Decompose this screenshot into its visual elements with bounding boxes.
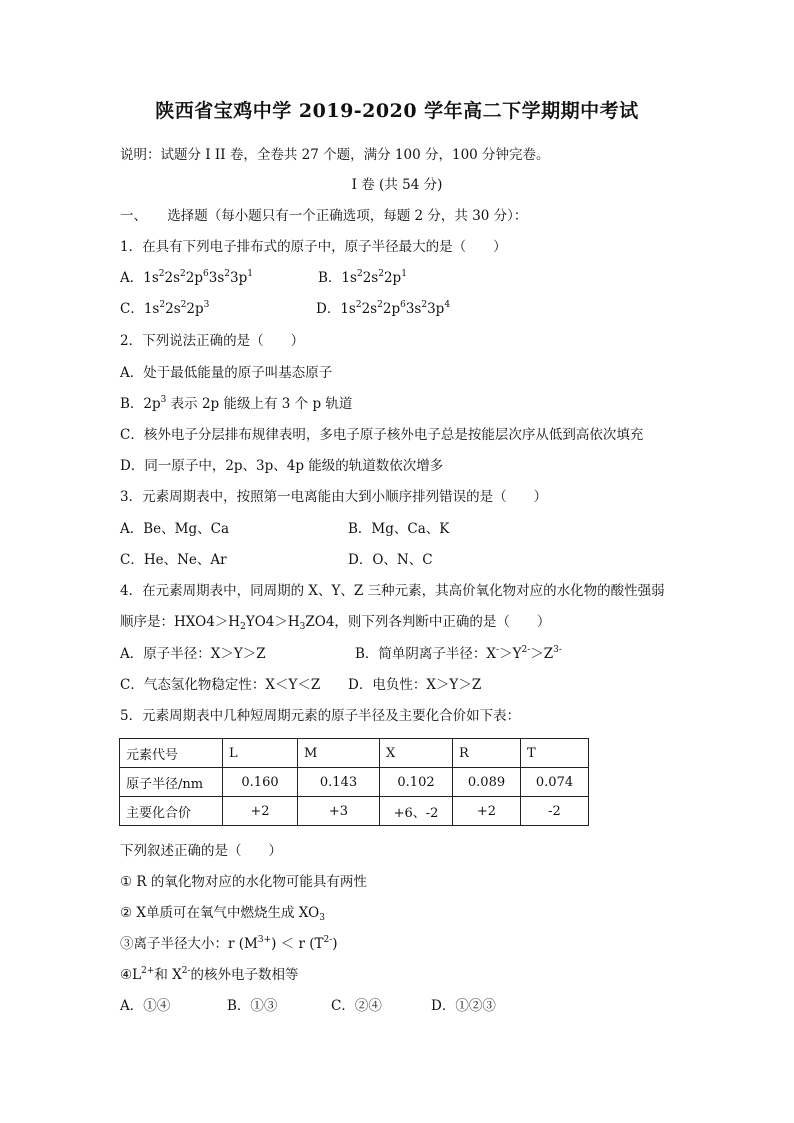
q2-option-b: B．$2p^3$ 表示 2p 能级上有 3 个 p 轨道 [120, 395, 353, 412]
q5-option-b: B．①③ [227, 998, 278, 1014]
q4-option-b: B．简单阴离子半径：$X^->Y^{2-}>Z^{3-}$ [355, 645, 562, 662]
q1-option-d: D．$1s^22s^22p^63s^23p^4$ [316, 300, 451, 317]
table-cell: 0.143 [298, 768, 380, 797]
q5-statement-4: $④L^{2+}$和 $X^{2-}$的核外电子数相等 [120, 966, 299, 983]
q3-stem: 3．元素周期表中，按照第一电离能由大到小顺序排列错误的是（ ） [120, 489, 548, 505]
q4-option-d: D．电负性：X＞Y＞Z [348, 677, 482, 693]
part-title: I 卷 (共 54 分) [351, 177, 443, 193]
q2-option-c: C．核外电子分层排布规律表明，多电子原子核外电子总是按能层次序从低到高依次填充 [120, 427, 644, 443]
q5-option-a: A．①④ [120, 998, 171, 1014]
table-cell: X [380, 739, 453, 768]
table-cell: L [223, 739, 298, 768]
q4-stem-line1: 4．在元素周期表中，同周期的 X、Y、Z 三种元素，其高价氧化物对应的水化物的酸性强弱 [120, 583, 665, 599]
table-cell: +6、-2 [380, 797, 453, 826]
table-cell: -2 [521, 797, 589, 826]
q2-option-a: A．处于最低能量的原子叫基态原子 [120, 365, 333, 381]
table-cell: 主要化合价 [120, 797, 223, 826]
table-cell: M [298, 739, 380, 768]
table-cell: +2 [453, 797, 521, 826]
q1-option-c: C．$1s^22s^22p^3$ [120, 300, 210, 317]
q5-statement-2: ② X单质可在氧气中燃烧生成 $XO_3$ [120, 905, 325, 923]
table-cell: 0.102 [380, 768, 453, 797]
table-cell: +2 [223, 797, 298, 826]
q5-stem: 5．元素周期表中几种短周期元素的原子半径及主要化合价如下表： [120, 708, 521, 724]
q1-option-b: B．$1s^22s^22p^1$ [318, 269, 407, 286]
q5-statement-3: ③离子半径大小：r $(M^{3+}) < r$ $(T^{2-})$ [120, 935, 338, 952]
q5-statement-1: ① R 的氧化物对应的水化物可能具有两性 [120, 874, 367, 890]
table-cell: +3 [298, 797, 380, 826]
table-row [120, 739, 589, 768]
q1-option-a: A．$1s^22s^22p^63s^23p^1$ [120, 269, 253, 286]
table-cell: 0.074 [521, 768, 589, 797]
q3-option-c: C．He、Ne、Ar [120, 552, 227, 568]
q1-stem: 1．在具有下列电子排布式的原子中，原子半径最大的是（ ） [120, 239, 507, 255]
q3-option-a: A．Be、Mg、Ca [120, 521, 230, 537]
q4-option-a: A．原子半径：X＞Y＞Z [120, 646, 266, 662]
q2-stem: 2．下列说法正确的是（ ） [120, 333, 305, 349]
table-cell: 原子半径/nm [120, 768, 223, 797]
q4-option-c: C．气态氢化物稳定性：X＜Y＜Z [120, 677, 321, 693]
q3-option-d: D．O、N、C [348, 552, 433, 568]
q4-stem-line2: 顺序是：$HXO4>H_2YO4>H_3ZO4$，则下列各判断中正确的是（ ） [120, 614, 551, 632]
section-heading: 一、 选择题（每小题只有一个正确选项，每题 2 分，共 30 分）： [120, 208, 528, 224]
q5-option-c: C．②④ [331, 998, 382, 1014]
intro-text: 说明：试题分 I II 卷，全卷共 27 个题，满分 100 分，100 分钟完卷。 [120, 147, 550, 163]
exam-title: 陕西省宝鸡中学 2019-2020 学年高二下学期期中考试 [155, 100, 639, 122]
q5-option-d: D．①②③ [431, 998, 496, 1014]
table-row [120, 797, 589, 826]
table-cell: 元素代号 [120, 739, 223, 768]
table-cell: T [521, 739, 589, 768]
table-cell: R [453, 739, 521, 768]
element-table [119, 738, 589, 826]
q2-option-d: D．同一原子中，2p、3p、4p 能级的轨道数依次增多 [120, 458, 444, 474]
q3-option-b: B．Mg、Ca、K [348, 521, 450, 537]
table-cell: 0.089 [453, 768, 521, 797]
q5-ask: 下列叙述正确的是（ ） [120, 843, 282, 859]
table-row [120, 768, 589, 797]
table-cell: 0.160 [223, 768, 298, 797]
